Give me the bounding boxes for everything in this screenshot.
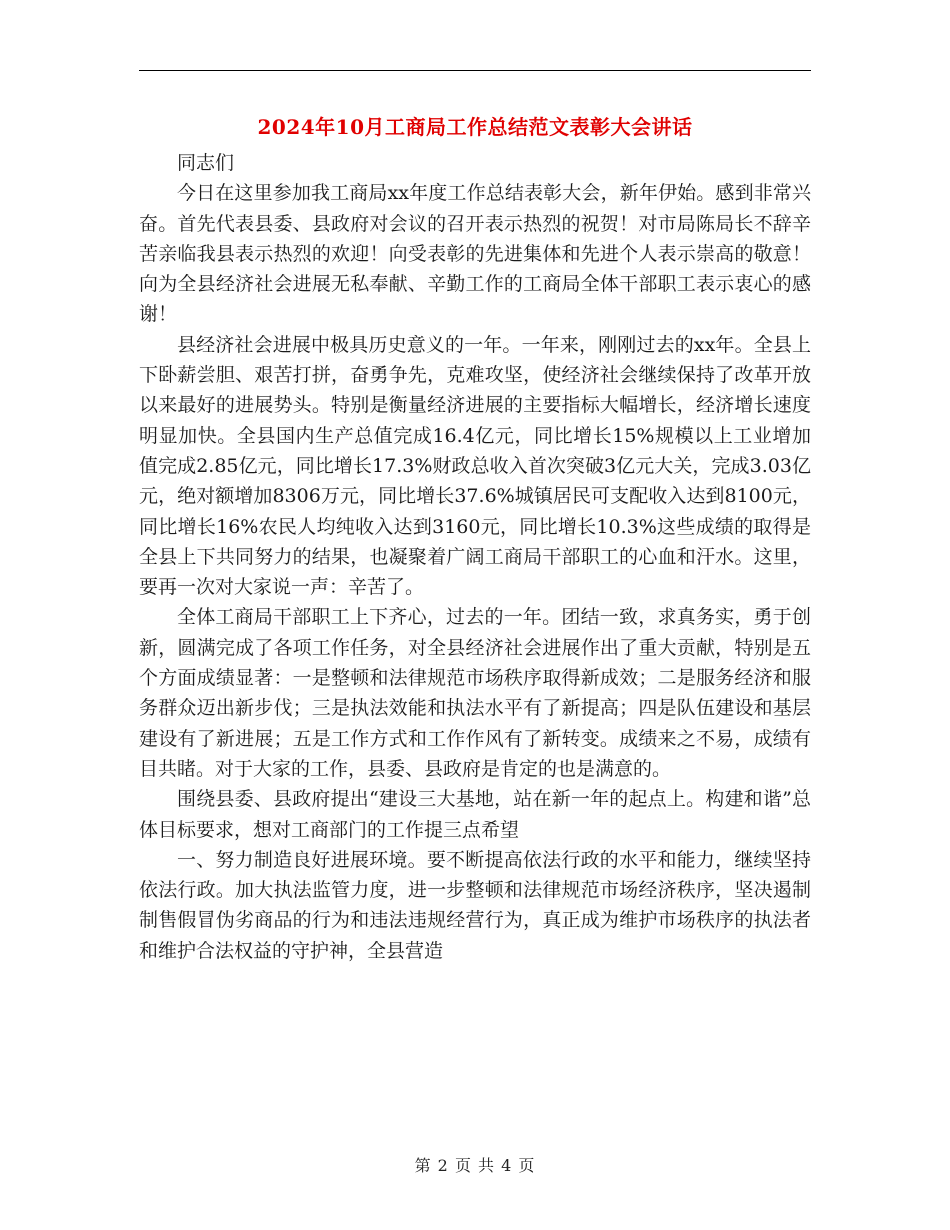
salutation-paragraph: 同志们 [177, 152, 235, 174]
staff-paragraph: 全体工商局干部职工上下齐心，过去的一年。团结一致，求真务实，勇于创新，圆满完成了各项工作任务，对全县经济社会进展作出了重大贡献，特别是五个方面成绩显著：一是整顿和法律规范市场秩序取得新成效；二是服务经济和服务群众迈出新步伐；三是执法效能和执法水平有了新提高；四是队伍建设和基层建设有了新进展；五是工作方式和工作作风有了新转变。成绩来之不易，成绩有目共睹。对于大家的工作，县委、县政府是肯定的也是满意的。 [139, 606, 811, 780]
achievements-paragraph: 县经济社会进展中极具历史意义的一年。一年来，刚刚过去的xx年。全县上下卧薪尝胆、艰苦打拼，奋勇争先，克难攻坚，使经济社会继续保持了改革开放以来最好的进展势头。特别是衡量经济进展的主要指标大幅增长，经济增长速度明显加快。全县国内生产总值完成16.4亿元，同比增长15%规模以上工业增加值完成2.85亿元，同比增长17.3%财政总收入首次突破3亿元大关，完成3.03亿元，绝对额增加8306万元，同比增长37.6%城镇居民可支配收入达到8100元，同比增长16%农民人均纯收入达到3160元，同比增长10.3%这些成绩的取得是全县上下共同努力的结果，也凝聚着广阔工商局干部职工的心血和汗水。这里，要再一次对大家说一声：辛苦了。 [139, 333, 811, 599]
opening-paragraph: 今日在这里参加我工商局xx年度工作总结表彰大会，新年伊始。感到非常兴奋。首先代表县委、县政府对会议的召开表示热烈的祝贺！对市局陈局长不辞辛苦亲临我县表示热烈的欢迎！向受表彰的先进集体和先进个人表示崇高的敬意！向为全县经济社会进展无私奉献、辛勤工作的工商局全体干部职工表示衷心的感谢！ [139, 182, 811, 326]
page-number: 第 2 页 共 4 页 [414, 1156, 536, 1175]
header-rule [139, 70, 811, 71]
goals-paragraph: 围绕县委、县政府提出“建设三大基地，站在新一年的起点上。构建和谐”总体目标要求，想对工商部门的工作提三点希望 [139, 788, 811, 841]
document-title: 2024年10月工商局工作总结范文表彰大会讲话 [257, 115, 693, 139]
document-body [139, 148, 811, 966]
first-point-paragraph: 一、努力制造良好进展环境。要不断提高依法行政的水平和能力，继续坚持依法行政。加大执法监管力度，进一步整顿和法律规范市场经济秩序，坚决遏制制售假冒伪劣商品的行为和违法违规经营行为，真正成为维护市场秩序的执法者和维护合法权益的守护神，全县营造 [139, 848, 811, 962]
